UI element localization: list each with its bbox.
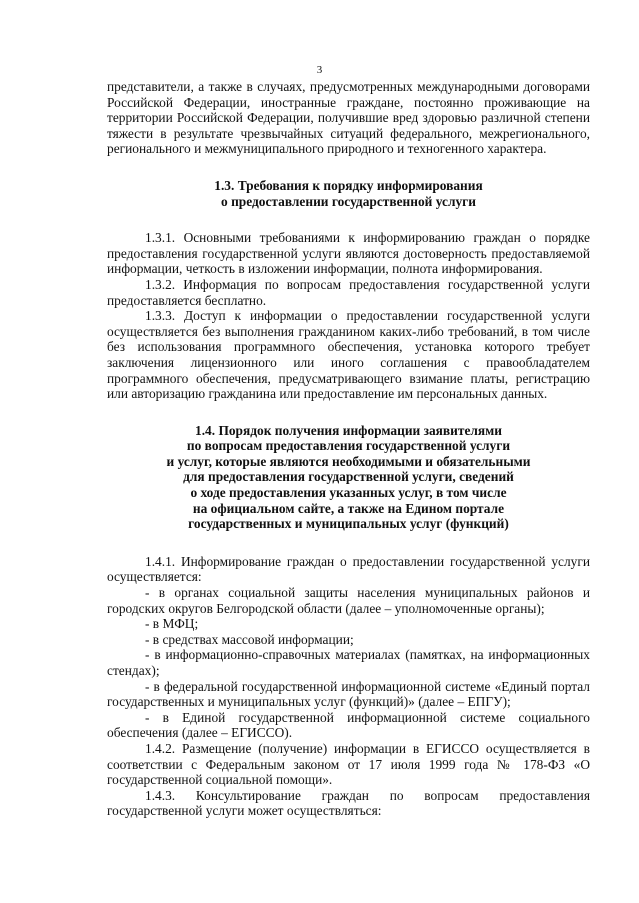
document-body [107,79,590,819]
paragraph-1-3-1: 1.3.1. Основными требованиями к информированию граждан о порядке предоставления государственной услуги являются достоверность предоставляемой информации, четкость в изложении информации, полнота информирования. [107,230,590,277]
list-item-info-materials: - в информационно-справочных материалах (памятках, на информационных стендах); [107,647,590,678]
list-item-social-protection-organs: - в органах социальной защиты населения муниципальных районов и городских округов Белгородской области (далее – уполномоченные органы); [107,585,590,616]
heading-line: по вопросам предоставления государственной услуги [186,438,511,454]
heading-line: для предоставления государственной услуги, сведений [183,469,514,485]
page-number: 3 [316,64,323,76]
paragraph-1-4-3: 1.4.3. Консультирование граждан по вопросам предоставления государственной услуги может осуществляться: [107,787,590,819]
heading-line: государственных и муниципальных услуг (функций) [188,516,509,532]
section-1-3-heading [107,178,590,209]
heading-line: и услуг, которые являются необходимыми и обязательными [166,453,531,469]
section-1-4-heading [107,423,590,532]
heading-line: 1.3. Требования к порядку информирования [214,177,483,193]
paragraph-1-3-2: 1.3.2. Информация по вопросам предоставления государственной услуги предоставляется бесплатно. [107,276,590,308]
paragraph-1-4-2: 1.4.2. Размещение (получение) информации в ЕГИССО осуществляется в соответствии с Федеральным законом от 17 июля 1999 года № 178-ФЗ «О государственной социальной помощи». [107,740,590,788]
heading-line: о ходе предоставления указанных услуг, в том числе [190,485,507,501]
paragraph-1-3-3: 1.3.3. Доступ к информации о предоставлении государственной услуги осуществляется без выполнения гражданином каких-либо требований, в том числе без использования программного обеспечения, установка которого требует заключения лицензионного или иного соглашения с правообладателем программного обеспечения, предусматривающего взимание платы, регистрацию или авторизацию гражданина или предоставление им персональных данных. [107,308,590,402]
heading-line: 1.4. Порядок получения информации заявителями [195,422,502,438]
heading-line: на официальном сайте, а также на Едином портале [192,500,505,516]
heading-line: о предоставлении государственной услуги [221,193,476,209]
intro-paragraph: представители, а также в случаях, предусмотренных международными договорами Российской Федерации, иностранные граждане, постоянно проживающие на территории Российской Федерации, получившие вред здоровью различной степени тяжести в результате чрезвычайных ситуаций федерального, межрегионального, регионального и межмуниципального природного и техногенного характера. [107,79,590,157]
paragraph-1-4-1: 1.4.1. Информирование граждан о предоставлении государственной услуги осуществляется: [107,553,590,585]
list-item-epgu: - в федеральной государственной информационной системе «Единый портал государственных и муниципальных услуг (функций)» (далее – ЕПГУ); [107,678,590,710]
list-item-mass-media: - в средствах массовой информации; [145,631,354,647]
list-item-egisso: - в Единой государственной информационной системе социального обеспечения (далее – ЕГИССО). [107,709,590,741]
list-item-mfc: - в МФЦ; [145,616,199,632]
